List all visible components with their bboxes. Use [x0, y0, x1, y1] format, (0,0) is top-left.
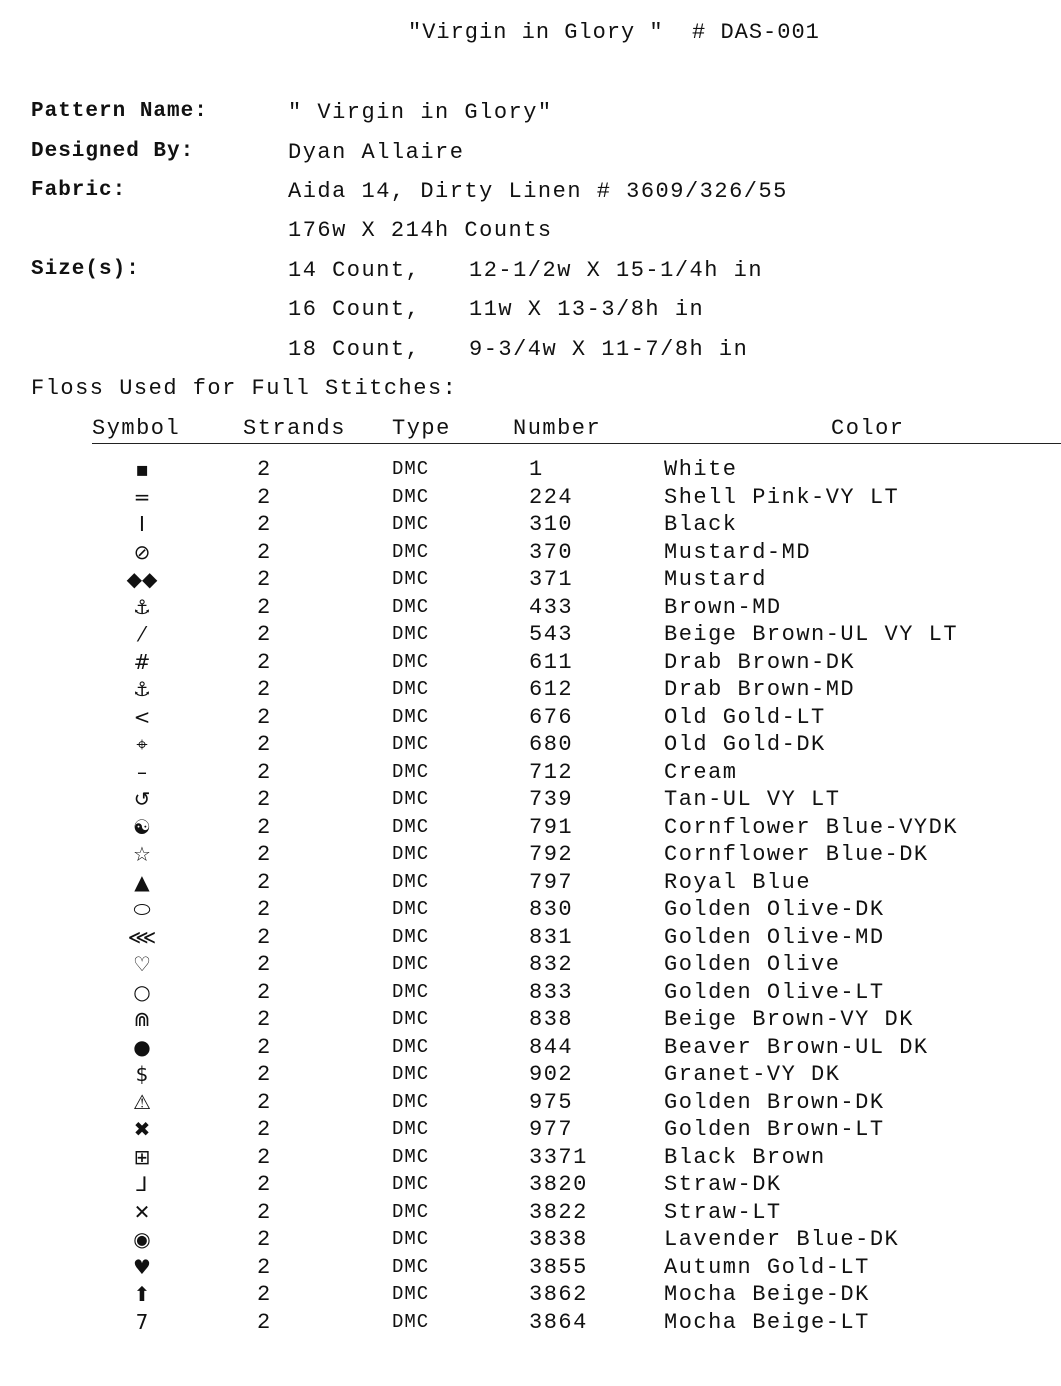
type-cell: DMC: [392, 733, 430, 755]
color-cell: Beige Brown-UL VY LT: [664, 622, 959, 647]
color-cell: Golden Olive: [664, 952, 841, 977]
strands-cell: 2: [257, 567, 272, 592]
table-row: [0, 1309, 1061, 1337]
number-cell: 832: [529, 952, 574, 977]
size-count: 18 Count,: [288, 337, 421, 362]
color-cell: Cream: [664, 759, 738, 785]
color-cell: Granet-VY DK: [664, 1062, 841, 1087]
number-cell: 676: [529, 704, 574, 730]
pill-icon: ⬭: [133, 897, 151, 921]
table-row: [0, 731, 1061, 759]
number-cell: 3822: [529, 1199, 588, 1225]
slash-icon: ⁄: [140, 622, 144, 646]
number-cell: 680: [529, 732, 574, 757]
number-cell: 791: [529, 814, 574, 840]
size-dimensions: 11w X 13-3/8h in: [469, 297, 705, 322]
number-cell: 977: [529, 1117, 574, 1142]
strands-cell: 2: [257, 594, 272, 620]
table-row: [0, 539, 1061, 567]
strands-cell: 2: [257, 1172, 272, 1197]
number-cell: 975: [529, 1089, 574, 1115]
color-cell: Mustard-MD: [664, 539, 812, 565]
table-row: [0, 511, 1061, 539]
star-outline-icon: ☆: [133, 842, 151, 866]
color-cell: Cornflower Blue-DK: [664, 842, 929, 867]
triple-chevron-left-icon: ⋘: [127, 924, 157, 949]
table-row: [0, 924, 1061, 952]
type-cell: DMC: [392, 1283, 430, 1305]
table-row: [0, 1254, 1061, 1282]
strands-cell: 2: [257, 842, 272, 867]
table-row: [0, 759, 1061, 787]
strands-cell: 2: [257, 677, 272, 702]
pattern-name-label: Pattern Name:: [31, 100, 208, 123]
number-cell: 371: [529, 567, 574, 592]
less-than-icon: <: [133, 704, 151, 729]
equals-icon: =: [133, 484, 151, 509]
color-cell: Mocha Beige-LT: [664, 1309, 870, 1335]
strands-cell: 2: [257, 704, 272, 730]
strands-cell: 2: [257, 1117, 272, 1142]
size-count: 14 Count,: [288, 258, 421, 283]
strands-cell: 2: [257, 1062, 272, 1087]
type-cell: DMC: [392, 678, 430, 700]
type-cell: DMC: [392, 760, 430, 783]
triangle-solid-icon: ▲: [134, 869, 150, 894]
number-cell: 310: [529, 512, 574, 537]
crosshair-square-icon: ⌖: [136, 732, 148, 756]
number-cell: 612: [529, 677, 574, 702]
type-cell: DMC: [392, 1008, 430, 1030]
number-cell: 844: [529, 1034, 574, 1060]
arch-icon: ⋒: [133, 1007, 151, 1031]
anchor-small-icon: ⚓: [133, 677, 151, 701]
number-cell: 1: [529, 457, 544, 482]
grid-square-icon: ⊞: [133, 1144, 151, 1169]
strands-cell: 2: [257, 1089, 272, 1115]
bullseye-icon: ◉: [133, 1227, 151, 1251]
strands-cell: 2: [257, 814, 272, 840]
number-cell: 3820: [529, 1172, 588, 1197]
type-cell: DMC: [392, 1118, 430, 1140]
strands-cell: 2: [257, 924, 272, 950]
strands-cell: 2: [257, 869, 272, 895]
designed-by-value: Dyan Allaire: [288, 140, 465, 165]
double-diamond-icon: ◆◆: [126, 567, 158, 591]
number-cell: 224: [529, 484, 574, 510]
arrow-up-solid-icon: ⬆: [133, 1282, 151, 1306]
type-cell: DMC: [392, 1228, 430, 1250]
x-small-icon: ✕: [133, 1199, 151, 1224]
strands-cell: 2: [257, 1309, 272, 1335]
heart-outline-icon: ♡: [133, 952, 151, 976]
color-cell: Golden Brown-LT: [664, 1117, 885, 1142]
table-row: [0, 1226, 1061, 1254]
fabric-label: Fabric:: [31, 179, 127, 202]
strands-cell: 2: [257, 1282, 272, 1307]
hash-icon: #: [133, 649, 151, 674]
type-cell: DMC: [392, 1255, 430, 1278]
seven-icon: 7: [135, 1309, 149, 1334]
table-row: [0, 621, 1061, 649]
color-cell: Cornflower Blue-VYDK: [664, 814, 959, 840]
column-header-symbol: Symbol: [92, 416, 181, 441]
table-row: [0, 704, 1061, 732]
color-cell: Beaver Brown-UL DK: [664, 1034, 929, 1060]
table-row: [0, 1171, 1061, 1199]
type-cell: DMC: [392, 1090, 430, 1113]
table-row: [0, 1089, 1061, 1117]
hook-icon: ⅃: [136, 1172, 148, 1196]
pattern-name-value: " Virgin in Glory": [288, 100, 553, 125]
strands-cell: 2: [257, 952, 272, 977]
number-cell: 3862: [529, 1282, 588, 1307]
strands-cell: 2: [257, 484, 272, 510]
table-row: [0, 676, 1061, 704]
number-cell: 833: [529, 979, 574, 1005]
table-row: [0, 1199, 1061, 1227]
table-row: [0, 841, 1061, 869]
strands-cell: 2: [257, 539, 272, 565]
table-row: [0, 1116, 1061, 1144]
number-cell: 712: [529, 759, 574, 785]
table-row: [0, 1061, 1061, 1089]
table-row: [0, 649, 1061, 677]
type-cell: DMC: [392, 1173, 430, 1195]
number-cell: 611: [529, 649, 574, 675]
anchor-solid-icon: ⚓: [133, 594, 151, 619]
floss-table: [0, 456, 1061, 1336]
type-cell: DMC: [392, 595, 430, 618]
table-row: [0, 814, 1061, 842]
page-title: "Virgin in Glory " # DAS-001: [408, 20, 820, 45]
warning-triangle-icon: ⚠: [133, 1089, 151, 1114]
color-cell: Old Gold-DK: [664, 732, 826, 757]
table-row: [0, 484, 1061, 512]
column-header-color: Color: [831, 416, 905, 441]
number-cell: 543: [529, 622, 574, 647]
strands-cell: 2: [257, 897, 272, 922]
color-cell: Golden Olive-DK: [664, 897, 885, 922]
type-cell: DMC: [392, 1200, 430, 1223]
type-cell: DMC: [392, 513, 430, 535]
size-dimensions: 9-3/4w X 11-7/8h in: [469, 337, 749, 362]
strands-cell: 2: [257, 1144, 272, 1170]
table-row: [0, 1006, 1061, 1034]
strands-cell: 2: [257, 1199, 272, 1225]
color-cell: Royal Blue: [664, 869, 812, 895]
type-cell: DMC: [392, 898, 430, 920]
type-cell: DMC: [392, 980, 430, 1003]
table-row: [0, 786, 1061, 814]
size-dimensions: 12-1/2w X 15-1/4h in: [469, 258, 764, 283]
fabric-value: Aida 14, Dirty Linen # 3609/326/55: [288, 179, 788, 204]
number-cell: 739: [529, 787, 574, 812]
number-cell: 3838: [529, 1227, 588, 1252]
i-beam-icon: I: [139, 512, 145, 536]
number-cell: 3371: [529, 1144, 588, 1170]
type-cell: DMC: [392, 815, 430, 838]
number-cell: 370: [529, 539, 574, 565]
strands-cell: 2: [257, 979, 272, 1005]
size-count: 16 Count,: [288, 297, 421, 322]
color-cell: Drab Brown-MD: [664, 677, 856, 702]
table-row: [0, 869, 1061, 897]
struck-dot-icon: ⊘: [133, 539, 151, 564]
circle-outline-icon: ○: [133, 979, 151, 1004]
sizes-label: Size(s):: [31, 258, 140, 281]
color-cell: Autumn Gold-LT: [664, 1254, 870, 1280]
yin-yang-icon: ☯: [133, 814, 151, 839]
type-cell: DMC: [392, 568, 430, 590]
color-cell: Brown-MD: [664, 594, 782, 620]
circle-solid-icon: ●: [133, 1034, 151, 1059]
table-row: [0, 979, 1061, 1007]
type-cell: DMC: [392, 623, 430, 645]
color-cell: Black Brown: [664, 1144, 826, 1170]
color-cell: Straw-LT: [664, 1199, 782, 1225]
dash-icon: –: [137, 759, 147, 784]
strands-cell: 2: [257, 759, 272, 785]
strands-cell: 2: [257, 1227, 272, 1252]
table-row: [0, 456, 1061, 484]
small-square-icon: ▪: [135, 457, 149, 481]
type-cell: DMC: [392, 1145, 430, 1168]
type-cell: DMC: [392, 953, 430, 975]
floss-section-title: Floss Used for Full Stitches:: [31, 376, 458, 401]
dollar-icon: $: [135, 1062, 149, 1086]
color-cell: Drab Brown-DK: [664, 649, 856, 675]
table-row: [0, 951, 1061, 979]
type-cell: DMC: [392, 705, 430, 728]
strands-cell: 2: [257, 1007, 272, 1032]
table-row: [0, 1144, 1061, 1172]
x-bold-icon: ✖: [133, 1117, 151, 1141]
type-cell: DMC: [392, 1035, 430, 1058]
strands-cell: 2: [257, 622, 272, 647]
table-row: [0, 1281, 1061, 1309]
type-cell: DMC: [392, 650, 430, 673]
color-cell: Beige Brown-VY DK: [664, 1007, 914, 1032]
strands-cell: 2: [257, 649, 272, 675]
u-turn-arrow-icon: ↺: [133, 787, 151, 811]
table-row: [0, 594, 1061, 622]
number-cell: 3855: [529, 1254, 588, 1280]
type-cell: DMC: [392, 843, 430, 865]
number-cell: 838: [529, 1007, 574, 1032]
strands-cell: 2: [257, 732, 272, 757]
number-cell: 831: [529, 924, 574, 950]
color-cell: Lavender Blue-DK: [664, 1227, 900, 1252]
designed-by-label: Designed By:: [31, 140, 195, 163]
number-cell: 433: [529, 594, 574, 620]
type-cell: DMC: [392, 925, 430, 948]
header-divider: [92, 443, 1061, 444]
strands-cell: 2: [257, 512, 272, 537]
color-cell: Old Gold-LT: [664, 704, 826, 730]
number-cell: 830: [529, 897, 574, 922]
column-header-strands: Strands: [243, 416, 346, 441]
strands-cell: 2: [257, 457, 272, 482]
color-cell: Golden Olive-LT: [664, 979, 885, 1005]
number-cell: 3864: [529, 1309, 588, 1335]
strands-cell: 2: [257, 1034, 272, 1060]
color-cell: Golden Olive-MD: [664, 924, 885, 950]
color-cell: Black: [664, 512, 738, 537]
color-cell: Mustard: [664, 567, 767, 592]
type-cell: DMC: [392, 485, 430, 508]
type-cell: DMC: [392, 788, 430, 810]
heart-solid-icon: ♥: [133, 1254, 151, 1279]
number-cell: 792: [529, 842, 574, 867]
table-row: [0, 896, 1061, 924]
color-cell: Straw-DK: [664, 1172, 782, 1197]
type-cell: DMC: [392, 458, 430, 480]
color-cell: Mocha Beige-DK: [664, 1282, 870, 1307]
number-cell: 902: [529, 1062, 574, 1087]
type-cell: DMC: [392, 540, 430, 563]
color-cell: Shell Pink-VY LT: [664, 484, 900, 510]
type-cell: DMC: [392, 870, 430, 893]
type-cell: DMC: [392, 1310, 430, 1333]
table-row: [0, 566, 1061, 594]
strands-cell: 2: [257, 787, 272, 812]
column-header-type: Type: [392, 416, 451, 441]
table-row: [0, 1034, 1061, 1062]
color-cell: Golden Brown-DK: [664, 1089, 885, 1115]
color-cell: Tan-UL VY LT: [664, 787, 841, 812]
number-cell: 797: [529, 869, 574, 895]
type-cell: DMC: [392, 1063, 430, 1085]
strands-cell: 2: [257, 1254, 272, 1280]
column-header-number: Number: [513, 416, 602, 441]
stitch-counts: 176w X 214h Counts: [288, 218, 553, 243]
color-cell: White: [664, 457, 738, 482]
